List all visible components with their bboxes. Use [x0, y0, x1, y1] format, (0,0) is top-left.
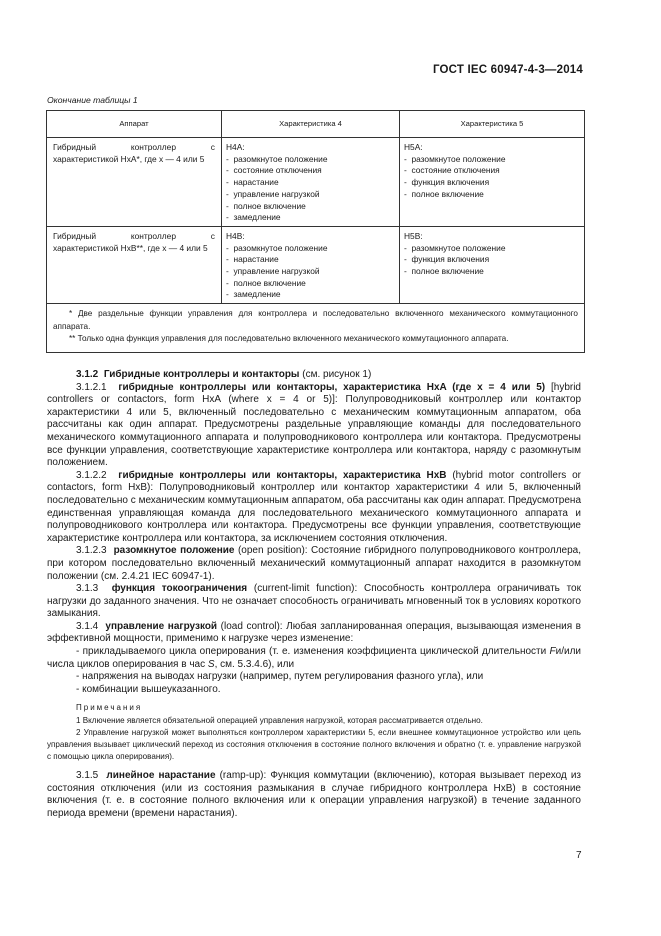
paragraph-3-1-4: 3.1.4 управление нагрузкой (load control): Любая запланированная операция, вызывающая изменения в эффективной мощности, применимо к нагрузке через изменение: — [47, 620, 581, 645]
device-cell: Гибридный контроллер с характеристикой HxA*, где x — 4 или 5 — [47, 138, 222, 227]
list-item: - полное включение — [226, 278, 395, 290]
page-number: 7 — [576, 850, 582, 861]
h5-list — [404, 243, 580, 278]
h4-title: H4A: — [226, 142, 245, 152]
h4-title: H4B: — [226, 230, 245, 241]
paragraph-3-1-5: 3.1.5 линейное нарастание (ramp-up): Функция коммутации (включению), которая вызывает переход из состояния отключения (или из состояния размыкания в случае гибридного контроллера HxB) в состояние включения (т. е. в состояние полного включения или к операции управления нагрузкой) в течение заданного периода времени (времени нарастания). — [47, 770, 582, 819]
paragraph-3-1-2-3: 3.1.2.3 разомкнутое положение (open position): Состояние гибридного полупроводникового контроллера, при котором последовательно включенный механический коммутационный аппарат находится в разомкнутом положении (см. 2.4.21 IEC 60947-1). — [47, 545, 582, 582]
load-control-list — [47, 646, 581, 696]
list-item: - состояние отключения — [226, 165, 395, 177]
table-row — [47, 226, 585, 303]
h5-list — [404, 154, 580, 201]
footnotes-cell — [47, 304, 585, 353]
table-caption: Окончание таблицы 1 — [47, 95, 138, 105]
h5-cell — [400, 226, 585, 303]
list-item: - напряжения на выводах нагрузки (например, путем регулирования фазного угла), или — [47, 671, 581, 684]
list-item: - разомкнутое положение — [226, 243, 395, 255]
h4-list — [226, 243, 395, 302]
list-item: - полное включение — [226, 201, 395, 213]
note: 2 Управление нагрузкой может выполняться контроллером характеристики 5, если внешнее коммутационное устройство или цепь управления вызывает циклический переход из состояния отключения в состояние полного включения и обратно (т. е. управление нагрузкой с помощью цикла оперирования). — [47, 728, 581, 762]
list-item: - полное включение — [404, 189, 580, 201]
list-item: - разомкнутое положение — [404, 154, 580, 166]
paragraph-3-1-2-1: 3.1.2.1 гибридные контроллеры или контакторы, характеристика HxA (где x = 4 или 5) [hybrid controllers or contactors, form HxA (where x = 4 or 5)]: Полупроводниковый контроллер или контактор характеристики 4 или 5, включенный последовательно с механическим коммутационным аппаратом, оба рассчитаны как один аппарат. Предусмотрены раздельные управляющие команды для последовательного механического коммутационного аппарата и полупроводникового контроллера или контактора. Предусмотрены все функции управления, соответствующие характеристике контроллера или контактора, наряду с разомкнутым положением. — [47, 381, 581, 469]
h5-cell — [400, 138, 585, 227]
list-item: - прикладываемого цикла оперирования (т. е. изменения коэффициента циклической длительности Fи/или числа циклов оперирования в час S, см. 5.3.4.6), или — [47, 646, 581, 671]
h5-title: H5B: — [404, 230, 423, 241]
list-item: - управление нагрузкой — [226, 189, 395, 201]
document-code-header: ГОСТ IEC 60947-4-3—2014 — [432, 64, 583, 76]
table-footnotes-row — [47, 304, 585, 353]
header-characteristic-4: Характеристика 4 — [222, 111, 400, 138]
paragraph-3-1-2-2: 3.1.2.2 гибридные контроллеры или контакторы, характеристика HxB (hybrid motor controllers or contactors, form HxB): Полупроводниковый контроллер или контактор характеристики 4 или 5, включенный последовательно с механическим коммутационным аппаратом, оба рассчитаны как один аппарат. Предусмотрена единственная управляющая команда для последовательного механического коммутационного аппарата и полупроводникового контроллера или контактора. Предусмотрены все функции управления, соответствующие характеристике контроллера или контактора, за исключением состояния отключения. — [47, 469, 581, 544]
footnote: ** Только одна функция управления для последовательно включенного механического коммутационного аппарата. — [69, 334, 509, 344]
footnote: * Две раздельные функции управления для контроллера и последовательно включенного механического коммутационного аппарата. — [53, 309, 578, 331]
list-item: - замедление — [226, 212, 395, 224]
list-item: - полное включение — [404, 266, 580, 278]
list-item: - управление нагрузкой — [226, 266, 395, 278]
h4-list — [226, 154, 395, 224]
list-item: - разомкнутое положение — [226, 154, 395, 166]
h4-cell — [222, 226, 400, 303]
paragraph-3-1-2: 3.1.2 Гибридные контроллеры и контакторы (см. рисунок 1) — [76, 369, 372, 380]
header-device: Аппарат — [47, 111, 222, 138]
characteristics-table — [46, 110, 585, 353]
list-item: - нарастание — [226, 177, 395, 189]
list-item: - нарастание — [226, 254, 395, 266]
h5-title: H5A: — [404, 142, 423, 152]
list-item: - замедление — [226, 289, 395, 301]
list-item: - функция включения — [404, 177, 580, 189]
document-body — [47, 369, 581, 820]
list-item: - разомкнутое положение — [404, 243, 580, 255]
list-item: - функция включения — [404, 254, 580, 266]
list-item: - комбинации вышеуказанного. — [47, 684, 581, 697]
paragraph-3-1-3: 3.1.3 функция токоограничения (current-limit function): Способность контроллера ограничивать ток нагрузки до заданного значения. Что не означает способность ограничивать мгновенный ток в условиях короткого замыкания. — [47, 583, 581, 620]
device-cell: Гибридный контроллер с характеристикой HxB**, где x — 4 или 5 — [47, 226, 222, 303]
header-characteristic-5: Характеристика 5 — [400, 111, 585, 138]
note: 1 Включение является обязательной операцией управления нагрузкой, которая рассматривается отдельно. — [76, 716, 483, 726]
table-header-row — [47, 111, 585, 138]
table-row — [47, 138, 585, 227]
list-item: - состояние отключения — [404, 165, 580, 177]
notes-title: Примечания — [76, 703, 143, 713]
h4-cell — [222, 138, 400, 227]
